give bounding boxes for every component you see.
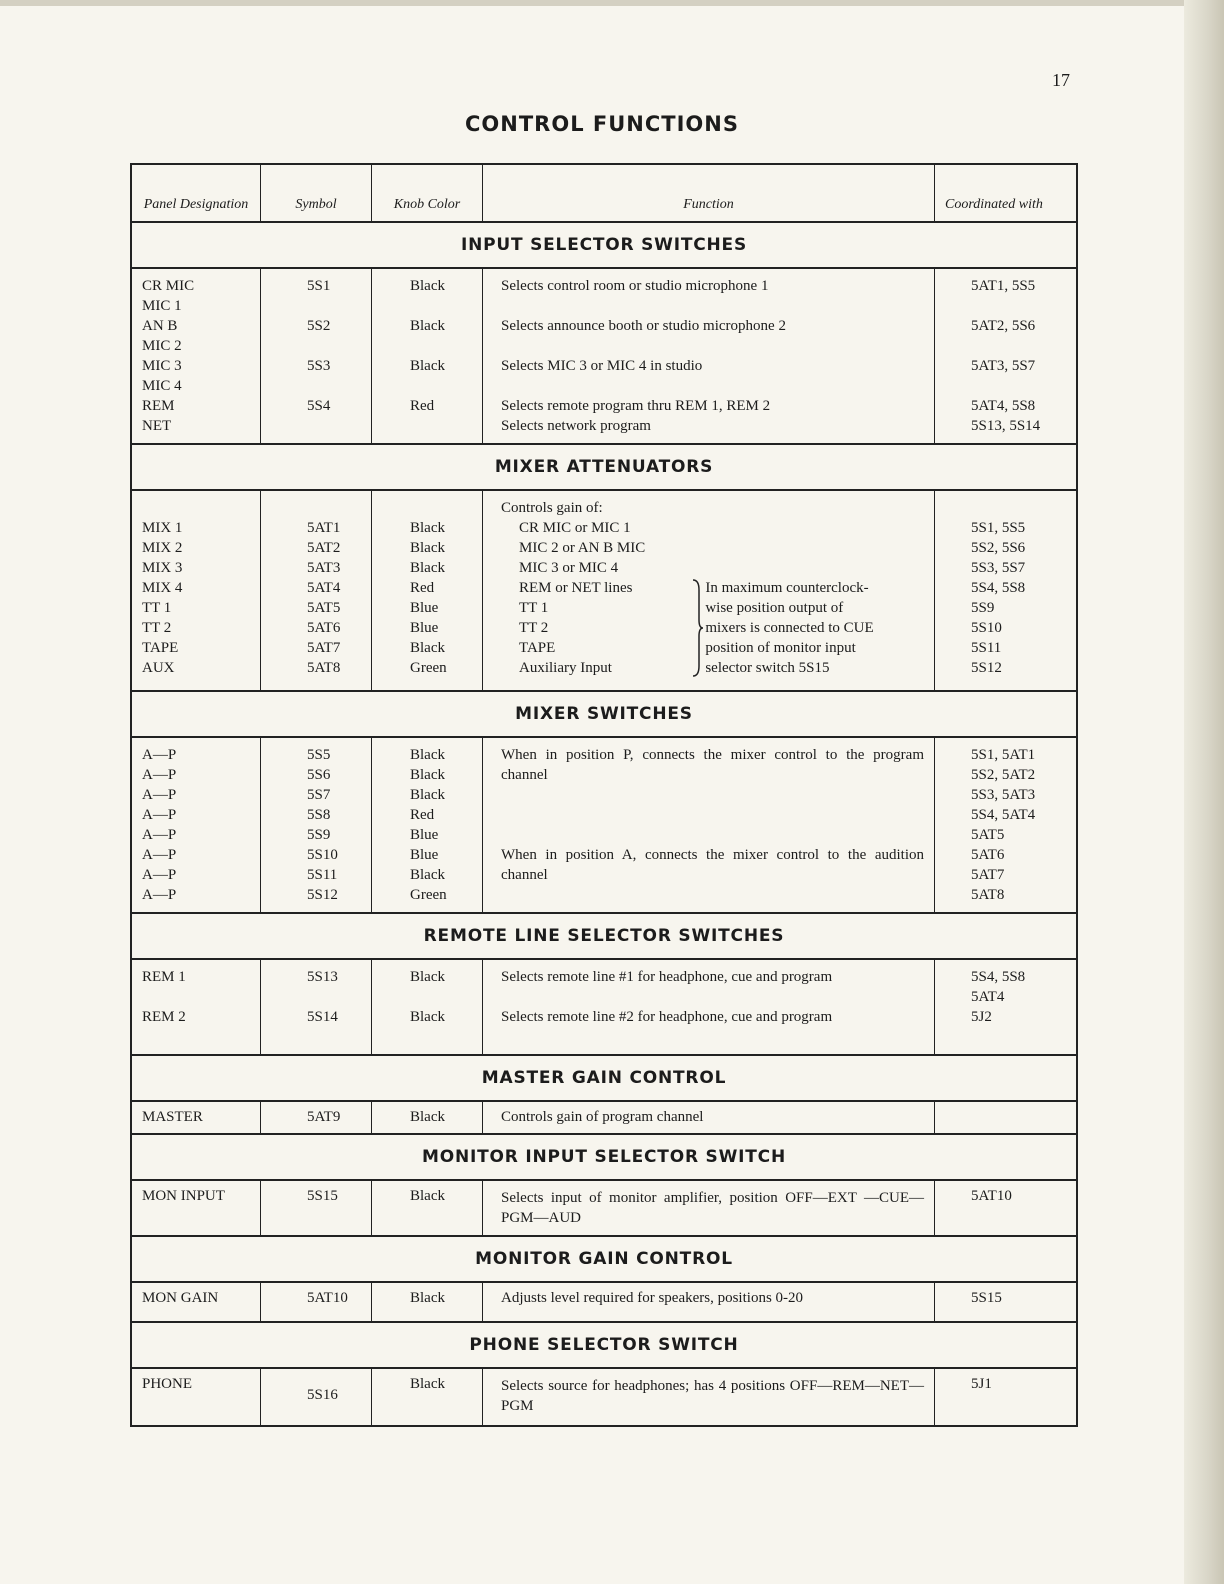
function-cell (482, 738, 934, 912)
coordinated-with: 5AT5 (971, 827, 1005, 843)
knob-color: Black (410, 358, 445, 374)
knob-color: Green (410, 887, 447, 903)
table-row-group (132, 267, 1076, 443)
panel-designation: MIC 3 (142, 358, 182, 374)
symbol: 5AT3 (307, 560, 341, 576)
coordinated-with: 5S15 (934, 1283, 1076, 1321)
panel-designation: REM 1 (142, 969, 186, 985)
panel-designation: MIX 3 (142, 560, 183, 576)
coordinated-with: 5S2, 5AT2 (971, 767, 1036, 783)
coordinated-with: 5S11 (971, 640, 1002, 656)
panel-designation: MIX 2 (142, 540, 183, 556)
function-text: When in position P, connects the mixer control to the program channel (501, 747, 924, 783)
coord-cell (934, 491, 1076, 690)
coordinated-with: 5S1, 5S5 (971, 520, 1026, 536)
function-text: Selects network program (501, 418, 651, 434)
function-text: TT 2 (519, 620, 549, 636)
coordinated-with: 5AT4, 5S8 (971, 398, 1036, 414)
coordinated-with (934, 1102, 1076, 1133)
coordinated-with: 5AT1, 5S5 (971, 278, 1036, 294)
section-title: REMOTE LINE SELECTOR SWITCHES (132, 912, 1076, 958)
panel-designation: MIC 2 (142, 338, 182, 354)
section-title: MIXER SWITCHES (132, 690, 1076, 736)
knob-cell (371, 491, 482, 690)
coord-cell (934, 738, 1076, 912)
table-header-row (132, 165, 1076, 221)
coordinated-with: 5S3, 5AT3 (971, 787, 1036, 803)
coordinated-with: 5S9 (971, 600, 995, 616)
coordinated-with: 5AT2, 5S6 (971, 318, 1036, 334)
knob-color: Black (410, 747, 445, 763)
symbol: 5AT8 (307, 660, 341, 676)
function-text: TT 1 (519, 600, 549, 616)
coordinated-with: 5AT8 (971, 887, 1005, 903)
function-text: Selects announce booth or studio microphone 2 (501, 318, 786, 334)
header-panel-designation: Panel Designation (143, 197, 249, 212)
knob-cell (371, 960, 482, 1054)
section-title: MASTER GAIN CONTROL (132, 1054, 1076, 1100)
function-heading: Controls gain of: (501, 500, 603, 516)
panel-designation: A—P (142, 807, 177, 823)
panel-cell (132, 491, 260, 690)
panel-designation: A—P (142, 767, 177, 783)
knob-color: Blue (410, 827, 439, 843)
header-function: Function (482, 165, 934, 221)
function-text: Selects MIC 3 or MIC 4 in studio (501, 358, 703, 374)
symbol: 5S16 (260, 1369, 371, 1425)
panel-designation: MIC 4 (142, 378, 182, 394)
knob-cell (371, 738, 482, 912)
symbol: 5AT6 (307, 620, 341, 636)
coordinated-with: 5AT6 (971, 847, 1005, 863)
coordinated-with: 5S4, 5S8 (971, 969, 1026, 985)
control-functions-table (130, 163, 1078, 1427)
symbol: 5S4 (307, 398, 331, 414)
table-row-group (132, 736, 1076, 912)
function-text: TAPE (519, 640, 556, 656)
page-binding-edge (1184, 0, 1224, 1584)
function-split (501, 518, 924, 683)
coordinated-with: 5J2 (971, 1009, 992, 1025)
panel-cell (132, 269, 260, 443)
table-row-group (132, 489, 1076, 690)
brace-shape (690, 578, 704, 678)
coordinated-with: 5S1, 5AT1 (971, 747, 1036, 763)
knob-color: Black (371, 1102, 482, 1133)
symbol-cell (260, 491, 371, 690)
symbol-cell (260, 960, 371, 1054)
knob-color: Blue (410, 620, 439, 636)
function-text: Selects remote program thru REM 1, REM 2 (501, 398, 771, 414)
panel-designation: A—P (142, 747, 177, 763)
knob-color: Black (410, 540, 445, 556)
coordinated-with: 5S3, 5S7 (971, 560, 1026, 576)
function-text: Adjusts level required for speakers, positions 0-20 (482, 1283, 934, 1321)
panel-designation: A—P (142, 827, 177, 843)
symbol: 5S2 (307, 318, 331, 334)
panel-designation: REM (142, 398, 175, 414)
panel-designation: AUX (142, 660, 175, 676)
section-title: INPUT SELECTOR SWITCHES (132, 221, 1076, 267)
symbol: 5S3 (307, 358, 331, 374)
symbol: 5S6 (307, 767, 331, 783)
panel-designation: REM 2 (142, 1009, 186, 1025)
panel-cell (132, 960, 260, 1054)
symbol: 5S13 (307, 969, 338, 985)
section-title: MONITOR INPUT SELECTOR SWITCH (132, 1133, 1076, 1179)
panel-designation: CR MIC (142, 278, 195, 294)
symbol: 5S12 (307, 887, 338, 903)
coordinated-with: 5S2, 5S6 (971, 540, 1026, 556)
panel-designation: MIC 1 (142, 298, 182, 314)
knob-cell (371, 269, 482, 443)
panel-designation: MON INPUT (142, 1188, 225, 1204)
symbol: 5S5 (307, 747, 331, 763)
coordinated-with: 5S13, 5S14 (971, 418, 1041, 434)
coordinated-with: 5AT3, 5S7 (971, 358, 1036, 374)
header-knob-color: Knob Color (371, 165, 482, 221)
coordinated-with: 5S4, 5AT4 (971, 807, 1036, 823)
table-row (132, 1367, 1076, 1425)
panel-designation: A—P (142, 847, 177, 863)
symbol: 5AT2 (307, 540, 341, 556)
knob-color: Black (410, 767, 445, 783)
symbol-cell (260, 269, 371, 443)
function-list (501, 518, 690, 683)
function-text: MIC 3 or MIC 4 (519, 560, 619, 576)
symbol: 5AT5 (307, 600, 341, 616)
knob-color: Black (410, 560, 445, 576)
knob-color: Blue (410, 600, 439, 616)
function-text: REM or NET lines (519, 580, 633, 596)
symbol: 5S9 (307, 827, 331, 843)
symbol: 5AT1 (307, 520, 341, 536)
table-row-group (132, 958, 1076, 1054)
knob-color: Black (410, 640, 445, 656)
knob-color: Black (371, 1283, 482, 1321)
section-title: PHONE SELECTOR SWITCH (132, 1321, 1076, 1367)
header-symbol: Symbol (260, 165, 371, 221)
panel-designation: A—P (142, 867, 177, 883)
section-title: MONITOR GAIN CONTROL (132, 1235, 1076, 1281)
symbol: 5S15 (260, 1181, 371, 1235)
symbol: 5AT9 (260, 1102, 371, 1133)
panel-designation: MIX 1 (142, 520, 183, 536)
function-text: Selects input of monitor amplifier, position OFF—EXT —CUE—PGM—AUD (482, 1181, 934, 1235)
coordinated-with: 5AT4 (971, 989, 1005, 1005)
panel-designation: TAPE (142, 640, 179, 656)
knob-color: Black (371, 1369, 482, 1425)
symbol: 5AT7 (307, 640, 341, 656)
panel-designation: A—P (142, 887, 177, 903)
coord-cell (934, 269, 1076, 443)
knob-color: Green (410, 660, 447, 676)
header-coordinated-with: Coordinated with (934, 165, 1076, 221)
panel-designation: TT 1 (142, 600, 172, 616)
function-text: When in position A, connects the mixer control to the audition channel (501, 847, 924, 883)
coordinated-with: 5S4, 5S8 (971, 580, 1026, 596)
function-text: Selects control room or studio microphone 1 (501, 278, 769, 294)
knob-color: Black (410, 867, 445, 883)
knob-color: Black (410, 787, 445, 803)
knob-color: Black (410, 520, 445, 536)
symbol: 5AT10 (260, 1283, 371, 1321)
knob-color: Black (410, 1009, 445, 1025)
knob-color: Black (410, 318, 445, 334)
symbol: 5S7 (307, 787, 331, 803)
symbol: 5S8 (307, 807, 331, 823)
knob-color: Red (410, 398, 435, 414)
panel-designation: MON GAIN (142, 1290, 219, 1306)
function-text: MIC 2 or AN B MIC (519, 540, 646, 556)
note-line: selector switch 5S15 (705, 660, 830, 676)
note-line: wise position output of (705, 600, 844, 616)
function-cell (482, 491, 934, 690)
table-row (132, 1100, 1076, 1133)
panel-designation: MIX 4 (142, 580, 183, 596)
table-row (132, 1281, 1076, 1321)
knob-color: Black (410, 278, 445, 294)
symbol: 5AT4 (307, 580, 341, 596)
knob-color: Black (410, 969, 445, 985)
section-title: MIXER ATTENUATORS (132, 443, 1076, 489)
symbol: 5S14 (307, 1009, 338, 1025)
knob-color: Blue (410, 847, 439, 863)
coordinated-with: 5AT7 (971, 867, 1005, 883)
brace-icon (690, 518, 705, 683)
table-row (132, 1179, 1076, 1235)
symbol: 5S1 (307, 278, 331, 294)
note-line: In maximum counterclock- (705, 580, 869, 596)
coordinated-with: 5J1 (934, 1369, 1076, 1425)
symbol: 5S10 (307, 847, 338, 863)
function-note (705, 518, 924, 683)
panel-cell (132, 738, 260, 912)
knob-color: Red (410, 580, 435, 596)
page-title: CONTROL FUNCTIONS (465, 112, 739, 136)
panel-designation: PHONE (142, 1376, 193, 1392)
note-line: mixers is connected to CUE (705, 620, 874, 636)
coord-cell (934, 960, 1076, 1054)
symbol: 5S11 (307, 867, 338, 883)
function-cell (482, 960, 934, 1054)
page-number: 17 (1052, 70, 1070, 90)
function-text: Selects source for headphones; has 4 positions OFF—REM—NET—PGM (482, 1369, 934, 1425)
panel-designation: MASTER (142, 1109, 203, 1125)
panel-designation: AN B (142, 318, 178, 334)
function-cell (482, 269, 934, 443)
panel-designation: TT 2 (142, 620, 172, 636)
knob-color: Black (371, 1181, 482, 1235)
note-line: position of monitor input (705, 640, 856, 656)
page-top-edge (0, 0, 1224, 6)
function-text: Auxiliary Input (519, 660, 612, 676)
panel-designation: NET (142, 418, 172, 434)
panel-designation: A—P (142, 787, 177, 803)
function-text: Controls gain of program channel (482, 1102, 934, 1133)
function-text: Selects remote line #1 for headphone, cue and program (501, 969, 833, 985)
coordinated-with: 5AT10 (934, 1181, 1076, 1235)
function-text: CR MIC or MIC 1 (519, 520, 631, 536)
coordinated-with: 5S12 (971, 660, 1002, 676)
symbol-cell (260, 738, 371, 912)
function-text: Selects remote line #2 for headphone, cue and program (501, 1009, 833, 1025)
knob-color: Red (410, 807, 435, 823)
coordinated-with: 5S10 (971, 620, 1002, 636)
